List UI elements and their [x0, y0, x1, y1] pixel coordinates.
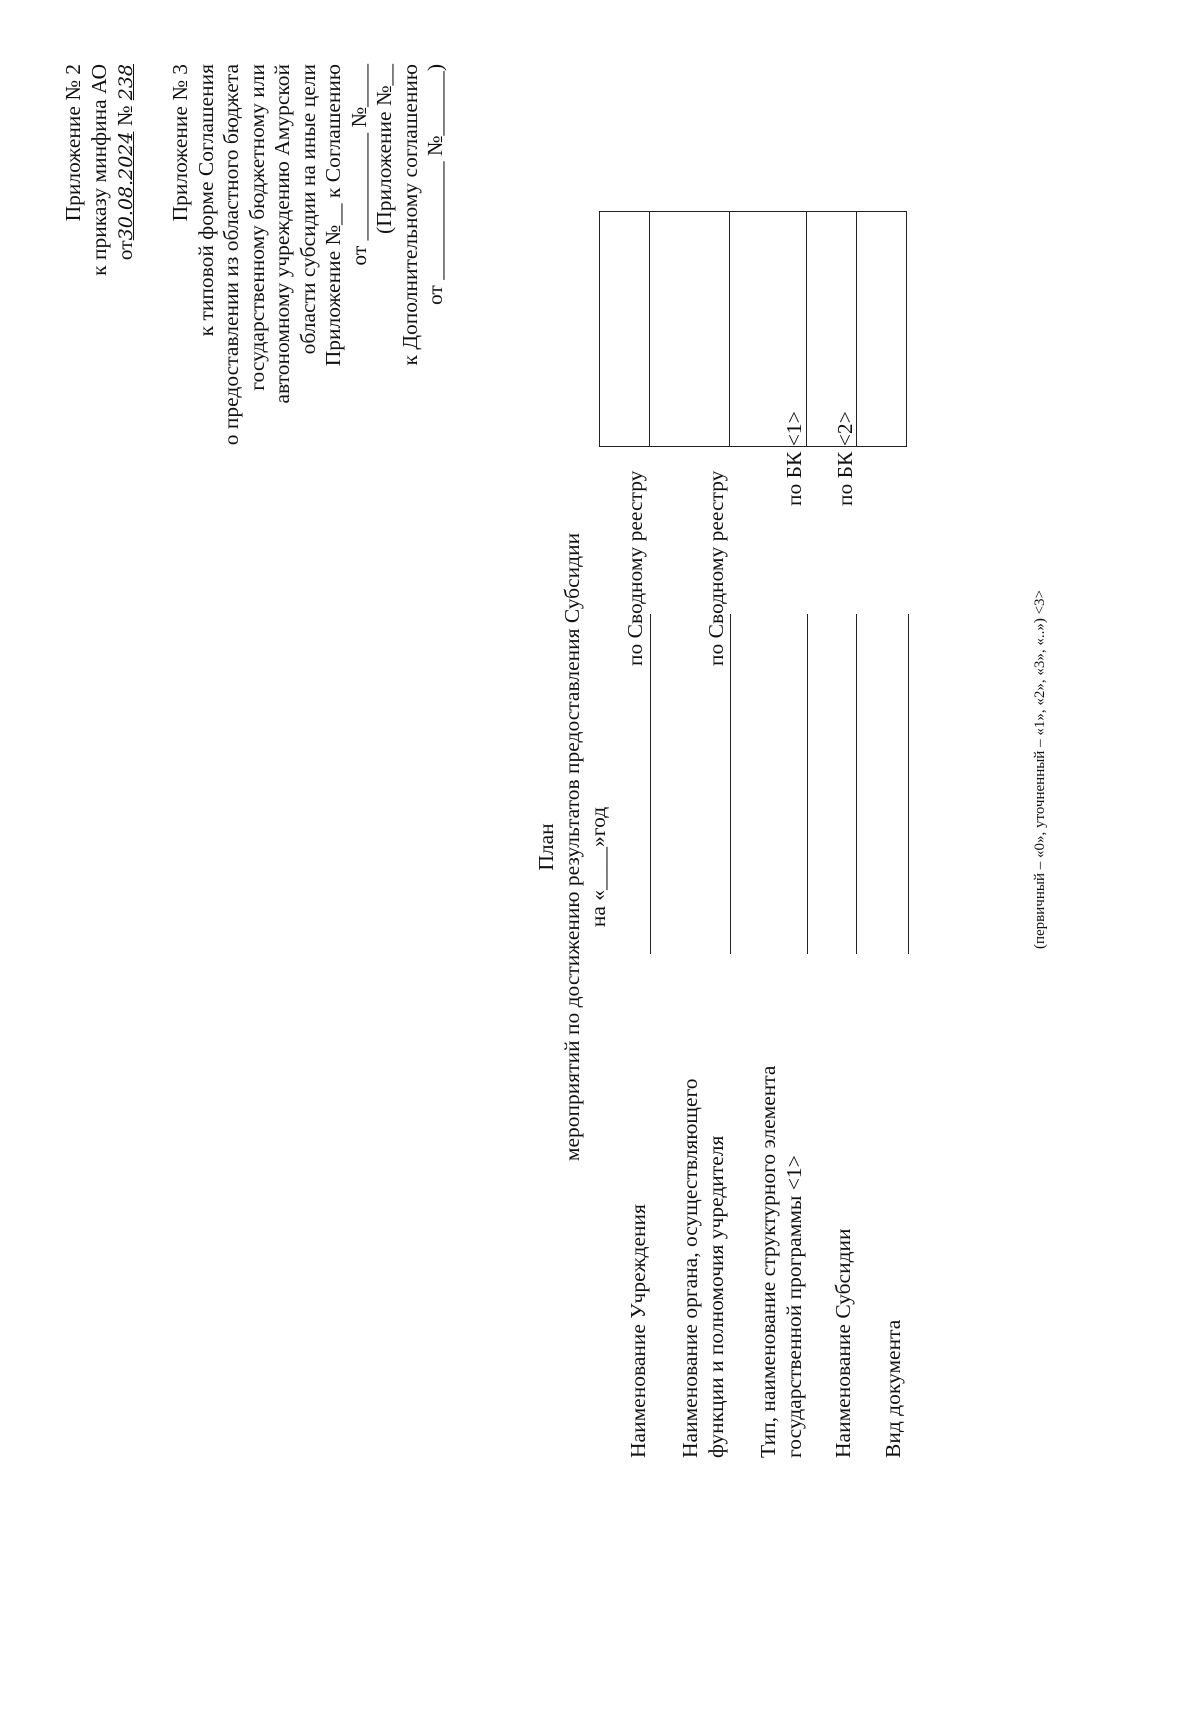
code-cell-bk-2[interactable]: [807, 212, 857, 447]
row-right-label-founder: по Сводному реестру: [704, 470, 728, 666]
codes-row: [730, 212, 807, 447]
row-label-program-line2: государственной программы <1>: [782, 1155, 806, 1458]
appendix-3-line: о предоставлении из областного бюджета: [219, 64, 243, 446]
code-cell-registry-2[interactable]: [650, 212, 730, 447]
appendix-3-line: Приложение №__ к Соглашению: [321, 64, 345, 367]
appendix-3-line: (Приложение №__: [372, 64, 396, 234]
codes-row: [650, 212, 730, 447]
row-label-institution: Наименование Учреждения: [626, 1204, 650, 1458]
appendix-2-order-ref: к приказу минфина АО: [87, 64, 111, 276]
row-label-founder-line2: функции и полномочия учредителя: [704, 1135, 728, 1458]
appendix-3-line: от ___________ №______): [423, 64, 447, 306]
row-label-founder-line1: Наименование органа, осуществляющего: [678, 1078, 702, 1458]
row-right-label-program: по БК <1>: [782, 411, 806, 506]
appendix-3-line: к типовой форме Соглашения: [193, 64, 218, 337]
codes-row: [857, 212, 907, 447]
handwritten-date: 30.08.2024: [115, 131, 137, 241]
document-subtitle: мероприятий по достижению результатов предоставления Субсидии: [560, 532, 584, 1162]
institution-field-line[interactable]: [650, 614, 651, 954]
appendix-3-line: государственному бюджетному или: [244, 64, 269, 391]
codes-row: [807, 212, 857, 447]
document-type-field-line[interactable]: [908, 614, 909, 954]
appendix-2-title: Приложение № 2: [61, 64, 85, 222]
appendix-3-header: [168, 64, 449, 445]
appendix-3-line: Приложение № 3: [168, 64, 192, 222]
appendix-2-date-number: [112, 64, 139, 276]
founder-field-line[interactable]: [730, 614, 731, 954]
code-cell-registry-1[interactable]: [600, 212, 650, 447]
document-title: План: [534, 823, 558, 871]
program-field-line[interactable]: [807, 614, 808, 954]
appendix-3-line: от __________ №____: [346, 64, 371, 266]
subsidy-field-line[interactable]: [856, 614, 857, 954]
code-cell-bk-1[interactable]: [730, 212, 807, 447]
appendix-3-line: области субсидии на иные цели: [295, 64, 320, 355]
row-label-subsidy: Наименование Субсидии: [831, 1228, 855, 1458]
appendix-3-line: автономному учреждению Амурской: [270, 64, 294, 404]
row-label-program-line1: Тип, наименование структурного элемента: [756, 1065, 780, 1458]
codes-row: [600, 212, 650, 447]
handwritten-number: 238: [115, 64, 137, 101]
date-prefix: от: [113, 240, 137, 261]
appendix-3-line: к Дополнительному соглашению: [397, 64, 422, 366]
number-prefix: №: [113, 105, 137, 127]
document-type-note: (первичный – «0», уточненный – «1», «2», «3», «..») <3>: [1032, 590, 1048, 949]
appendix-2-header: [60, 64, 139, 276]
codes-table: [599, 211, 907, 447]
row-label-document-type: Вид документа: [881, 1319, 905, 1458]
document-year-line: на «____»год: [586, 806, 610, 928]
row-right-label-institution: по Сводному реестру: [623, 470, 647, 666]
code-cell-extra[interactable]: [857, 212, 907, 447]
row-right-label-subsidy: по БК <2>: [833, 411, 857, 506]
